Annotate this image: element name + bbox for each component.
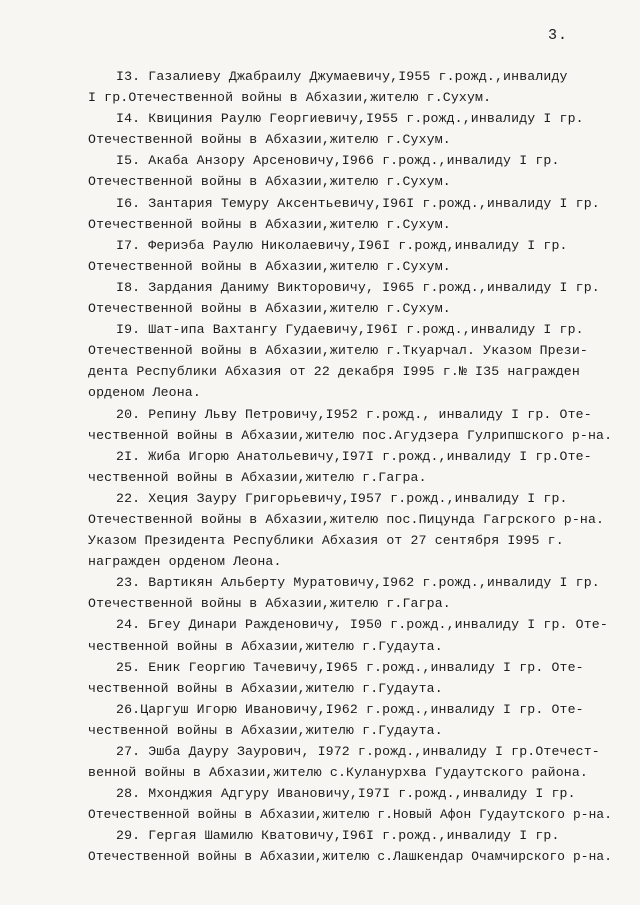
list-item	[88, 614, 612, 656]
entry-text-line: дента Республики Абхазия от 22 декабря I995 г.№ I35 награжден	[88, 364, 580, 380]
list-item	[88, 572, 612, 614]
entry-heading-line: 29. Гергая Шамилю Кватовичу,I96I г.рожд.,инвалиду I гр.	[116, 828, 560, 844]
list-item	[88, 193, 612, 235]
entry-heading-line: 25. Еник Георгию Тачевичу,I965 г.рожд.,инвалиду I гр. Оте-	[116, 659, 584, 675]
list-item	[88, 699, 612, 741]
entry-text-line: чественной войны в Абхазии,жителю г.Гагра.	[88, 469, 427, 485]
entry-text-line: Отечественной войны в Абхазии,жителю г.Сухум.	[88, 301, 451, 317]
entry-heading-line: I4. Квициния Раулю Георгиевичу,I955 г.рожд.,инвалиду I гр.	[116, 111, 584, 127]
entry-text-line: Отечественной войны в Абхазии,жителю с.Лашкендар Очамчирского р-на.	[88, 849, 613, 865]
entry-text-line: чественной войны в Абхазии,жителю г.Гудаута.	[88, 638, 443, 654]
entry-heading-line: I7. Фериэба Раулю Николаевичу,I96I г.рожд,инвалиду I гр.	[116, 237, 568, 253]
entry-heading-line: 20. Репину Льву Петровичу,I952 г.рожд., инвалиду I гр. Оте-	[116, 406, 592, 422]
entry-text-line: Отечественной войны в Абхазии,жителю г.Ткуарчал. Указом Прези-	[88, 343, 588, 359]
entry-text-line: чественной войны в Абхазии,жителю г.Гудаута.	[88, 722, 443, 738]
list-item	[88, 741, 612, 783]
entry-text-line: I гр.Отечественной войны в Абхазии,жителю г.Сухум.	[88, 90, 492, 106]
entry-text-line: орденом Леона.	[88, 385, 201, 401]
entry-heading-line: I8. Зардания Даниму Викторовичу, I965 г.рожд.,инвалиду I гр.	[116, 279, 600, 295]
list-item	[88, 783, 612, 825]
entry-heading-line: 27. Эшба Дауру Заурович, I972 г.рожд.,инвалиду I гр.Отечест-	[116, 744, 600, 759]
entry-heading-line: 23. Вартикян Альберту Муратовичу,I962 г.рожд.,инвалиду I гр.	[116, 575, 600, 591]
entry-heading-line: I6. Зантария Темуру Аксентьевичу,I96I г.рожд.,инвалиду I гр.	[116, 195, 600, 211]
entry-text-line: Указом Президента Республики Абхазия от 27 сентября I995 г.	[88, 533, 564, 549]
entry-text-line: Отечественной войны в Абхазии,жителю г.Новый Афон Гудаутского р-на.	[88, 807, 613, 823]
list-item	[88, 108, 612, 150]
entry-heading-line: 28. Мхонджия Адгуру Ивановичу,I97I г.рожд.,инвалиду I гр.	[116, 786, 576, 802]
entry-text-line: Отечественной войны в Абхазии,жителю пос.Пицунда Гагрского р-на.	[88, 511, 605, 527]
page-number: 3.	[547, 27, 568, 44]
list-item	[88, 150, 612, 192]
entry-text-line: награжден орденом Леона.	[88, 554, 282, 570]
entry-text-line: Отечественной войны в Абхазии,жителю г.Гагра.	[88, 596, 451, 612]
list-item	[88, 825, 612, 867]
entry-heading-line: I3. Газалиеву Джабраилу Джумаевичу,I955 г.рожд.,инвалиду	[116, 69, 568, 84]
entry-text-line: чественной войны в Абхазии,жителю пос.Агудзера Гулрипшского р-на.	[88, 427, 613, 443]
entry-heading-line: 26.Царгуш Игорю Ивановичу,I962 г.рожд.,инвалиду I гр. Оте-	[116, 701, 584, 717]
entry-heading-line: 22. Хеция Зауру Григорьевичу,I957 г.рожд.,инвалиду I гр.	[116, 490, 568, 506]
list-item	[88, 657, 612, 699]
list-item	[88, 277, 612, 319]
entry-heading-line: I9. Шат-ипа Вахтангу Гудаевичу,I96I г.рожд.,инвалиду I гр.	[116, 322, 584, 338]
entry-text-line: Отечественной войны в Абхазии,жителю г.Сухум.	[88, 258, 451, 274]
list-item	[88, 66, 612, 108]
entry-text-line: Отечественной войны в Абхазии,жителю г.Сухум.	[88, 174, 451, 190]
entry-heading-line: 24. Бгеу Динари Ражденовичу, I950 г.рожд.,инвалиду I гр. Оте-	[116, 617, 608, 633]
list-item	[88, 404, 612, 446]
award-list	[88, 66, 612, 868]
entry-heading-line: 2I. Жиба Игорю Анатольевичу,I97I г.рожд.,инвалиду I гр.Оте-	[116, 448, 592, 464]
entry-text-line: венной войны в Абхазии,жителю с.Куланурхва Гудаутского района.	[88, 765, 588, 781]
list-item	[88, 446, 612, 488]
list-item	[88, 235, 612, 277]
list-item	[88, 319, 612, 403]
entry-text-line: Отечественной войны в Абхазии,жителю г.Сухум.	[88, 216, 451, 232]
entry-text-line: чественной войны в Абхазии,жителю г.Гудаута.	[88, 680, 443, 696]
entry-text-line: Отечественной войны в Абхазии,жителю г.Сухум.	[88, 132, 451, 148]
entry-heading-line: I5. Акаба Анзору Арсеновичу,I966 г.рожд.,инвалиду I гр.	[116, 153, 560, 169]
list-item	[88, 488, 612, 572]
